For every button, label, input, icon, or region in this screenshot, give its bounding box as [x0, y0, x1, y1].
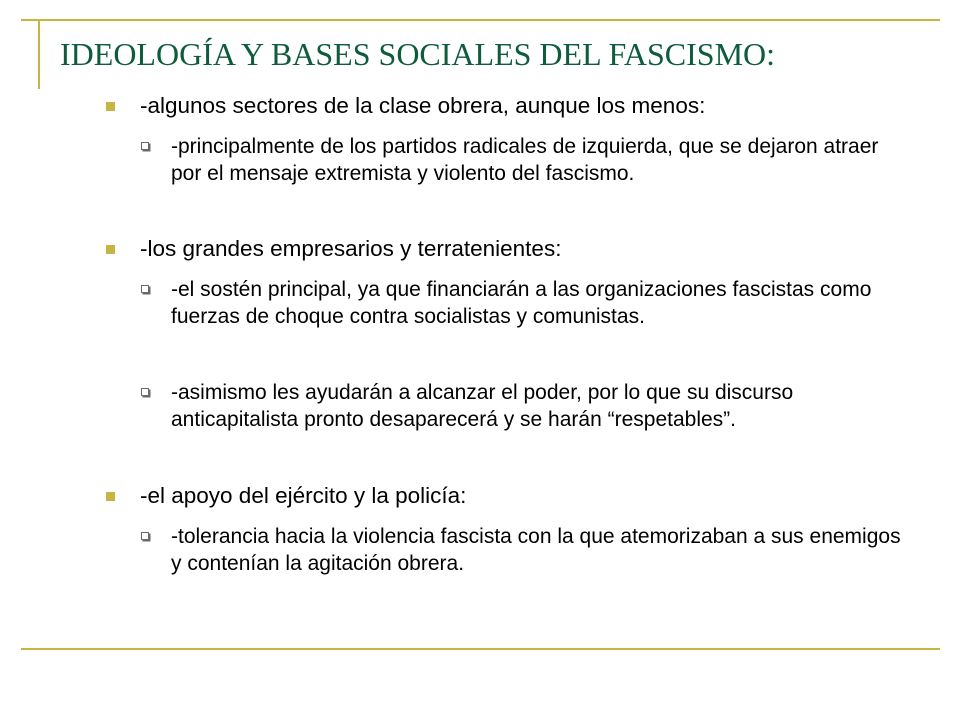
section-2-point-2-text: -asimismo les ayudarán a alcanzar el poder, por lo que su discurso anticapitalista pronto desaparecerá y se harán “respetables”.	[171, 381, 794, 431]
section-2-point-2	[171, 379, 911, 433]
section-3-heading	[140, 482, 466, 510]
section-2-heading-text: -los grandes empresarios y terratenientes:	[140, 236, 562, 261]
square-bullet-icon	[106, 245, 115, 254]
bottom-rule	[21, 648, 940, 650]
section-3-point-1-text: -tolerancia hacia la violencia fascista con la que atemorizaban a sus enemigos y contenían la agitación obrera.	[171, 525, 901, 575]
square-bullet-icon	[106, 102, 115, 111]
hollow-square-bullet-icon	[141, 285, 149, 293]
hollow-square-bullet-icon	[141, 388, 149, 396]
section-2-point-1	[171, 276, 911, 330]
section-1-heading	[140, 92, 705, 120]
hollow-square-bullet-icon	[141, 142, 149, 150]
hollow-square-bullet-icon	[141, 532, 149, 540]
square-bullet-icon	[106, 492, 115, 501]
section-3-point-1	[171, 523, 911, 577]
left-rule	[38, 19, 40, 89]
section-3-heading-text: -el apoyo del ejército y la policía:	[140, 483, 467, 508]
section-1-heading-text: -algunos sectores de la clase obrera, aunque los menos:	[140, 93, 706, 118]
section-2-point-1-text: -el sostén principal, ya que financiarán a las organizaciones fascistas como fuerzas de choque contra socialistas y comunistas.	[171, 278, 872, 328]
slide-title: IDEOLOGÍA Y BASES SOCIALES DEL FASCISMO:	[60, 36, 776, 72]
section-1-point-1-text: -principalmente de los partidos radicales de izquierda, que se dejaron atraer por el mensaje extremista y violento del fascismo.	[171, 135, 879, 185]
section-2-heading	[140, 235, 561, 263]
top-rule	[21, 19, 940, 21]
section-1-point-1	[171, 133, 911, 187]
